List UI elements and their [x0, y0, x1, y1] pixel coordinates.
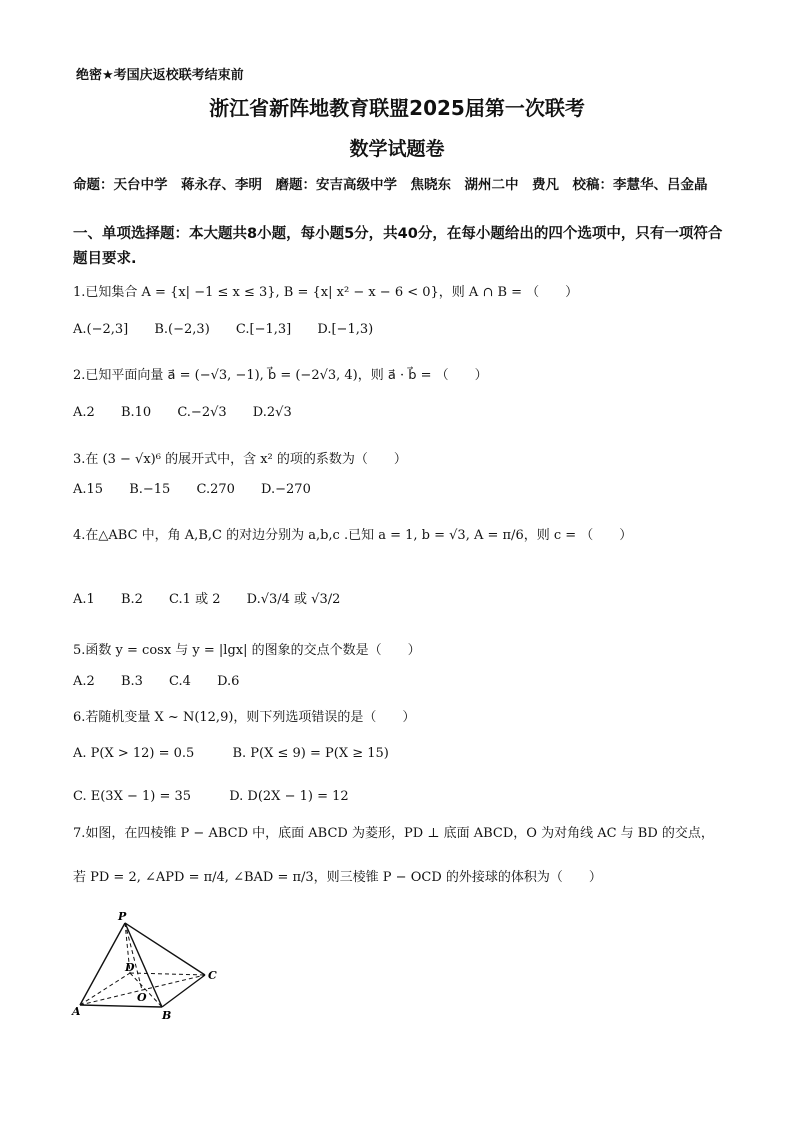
label-c: C	[208, 969, 217, 982]
question-2-option-d: D.2√3	[252, 405, 292, 420]
credits-line: 命题：天台中学 蒋永存、李明 磨题：安吉高级中学 焦晓东 湖州二中 费凡 校稿：李慧华、吕金晶	[73, 177, 708, 193]
edge-ad	[80, 973, 130, 1005]
question-6-option-d: D. D(2X − 1) = 12	[229, 789, 349, 804]
question-2-option-a: A.2	[73, 405, 95, 420]
question-5-option-c: C.4	[169, 674, 191, 689]
question-1-options	[73, 322, 395, 337]
exam-title: 浙江省新阵地教育联盟2025届第一次联考	[209, 96, 585, 120]
question-3-stem: 3.在 (3 − √x)⁶ 的展开式中，含 x² 的项的系数为（ ）	[73, 452, 407, 467]
question-4-option-c: C.1 或 2	[169, 592, 221, 607]
question-5-option-a: A.2	[73, 674, 95, 689]
question-1-option-a: A.(−2,3]	[73, 322, 129, 337]
secret-mark: 绝密★考国庆返校联考结束前	[76, 68, 244, 83]
label-a: A	[72, 1005, 81, 1018]
question-2-option-c: C.−2√3	[177, 405, 227, 420]
question-3-option-a: A.15	[73, 482, 104, 497]
label-d: D	[125, 961, 135, 974]
question-1-option-c: C.[−1,3]	[235, 322, 292, 337]
question-2-stem: 2.已知平面向量 a⃗ = (−√3, −1), b⃗ = (−2√3, 4)，则 a⃗ · b⃗ = （ ）	[73, 368, 488, 383]
question-1-option-b: B.(−2,3)	[154, 322, 210, 337]
question-5-option-d: D.6	[217, 674, 240, 689]
question-7-stem-line2: 若 PD = 2, ∠APD = π/4, ∠BAD = π/3，则三棱锥 P − OCD 的外接球的体积为（ ）	[73, 870, 602, 885]
question-6-options-row1	[73, 746, 411, 761]
label-p: P	[118, 910, 127, 923]
question-6-stem: 6.若随机变量 X ~ N(12,9)，则下列选项错误的是（ ）	[73, 710, 416, 725]
question-6-option-a: A. P(X > 12) = 0.5	[73, 746, 195, 761]
question-1-option-d: D.[−1,3)	[317, 322, 374, 337]
question-3-options	[73, 482, 333, 497]
pyramid-figure	[70, 905, 230, 1025]
question-3-option-c: C.270	[196, 482, 235, 497]
label-o: O	[137, 991, 147, 1004]
question-5-option-b: B.3	[120, 674, 143, 689]
edge-dc	[130, 973, 205, 975]
section-heading: 一、单项选择题：本大题共8小题，每小题5分，共40分，在每小题给出的四个选项中，只有一项符合题目要求.	[73, 226, 723, 267]
question-4-option-a: A.1	[73, 592, 95, 607]
question-1-stem: 1.已知集合 A = {x| −1 ≤ x ≤ 3}, B = {x| x² − x − 6 < 0}，则 A ∩ B = （ ）	[73, 285, 579, 300]
question-4-option-d: D.√3/4 或 √3/2	[246, 592, 341, 607]
question-6-options-row2	[73, 789, 371, 804]
question-4-stem: 4.在△ABC 中，角 A,B,C 的对边分别为 a,b,c .已知 a = 1, b = √3, A = π/6，则 c = （ ）	[73, 528, 633, 543]
question-2-option-b: B.10	[120, 405, 152, 420]
question-5-stem: 5.函数 y = cosx 与 y = |lgx| 的图象的交点个数是（ ）	[73, 643, 421, 658]
question-4-option-b: B.2	[120, 592, 143, 607]
question-3-option-b: B.−15	[129, 482, 171, 497]
question-2-options	[73, 405, 314, 420]
question-5-options	[73, 674, 261, 689]
exam-subtitle: 数学试题卷	[349, 138, 445, 160]
question-6-option-c: C. E(3X − 1) = 35	[73, 789, 192, 804]
question-7-stem-line1: 7.如图，在四棱锥 P − ABCD 中，底面 ABCD 为菱形，PD ⊥ 底面 ABCD，O 为对角线 AC 与 BD 的交点，	[73, 826, 714, 841]
question-6-option-b: B. P(X ≤ 9) = P(X ≥ 15)	[232, 746, 389, 761]
edge-pa	[80, 923, 125, 1005]
question-4-options	[73, 588, 362, 607]
question-3-option-d: D.−270	[261, 482, 311, 497]
label-b: B	[162, 1009, 172, 1022]
edge-ab	[80, 1005, 162, 1007]
